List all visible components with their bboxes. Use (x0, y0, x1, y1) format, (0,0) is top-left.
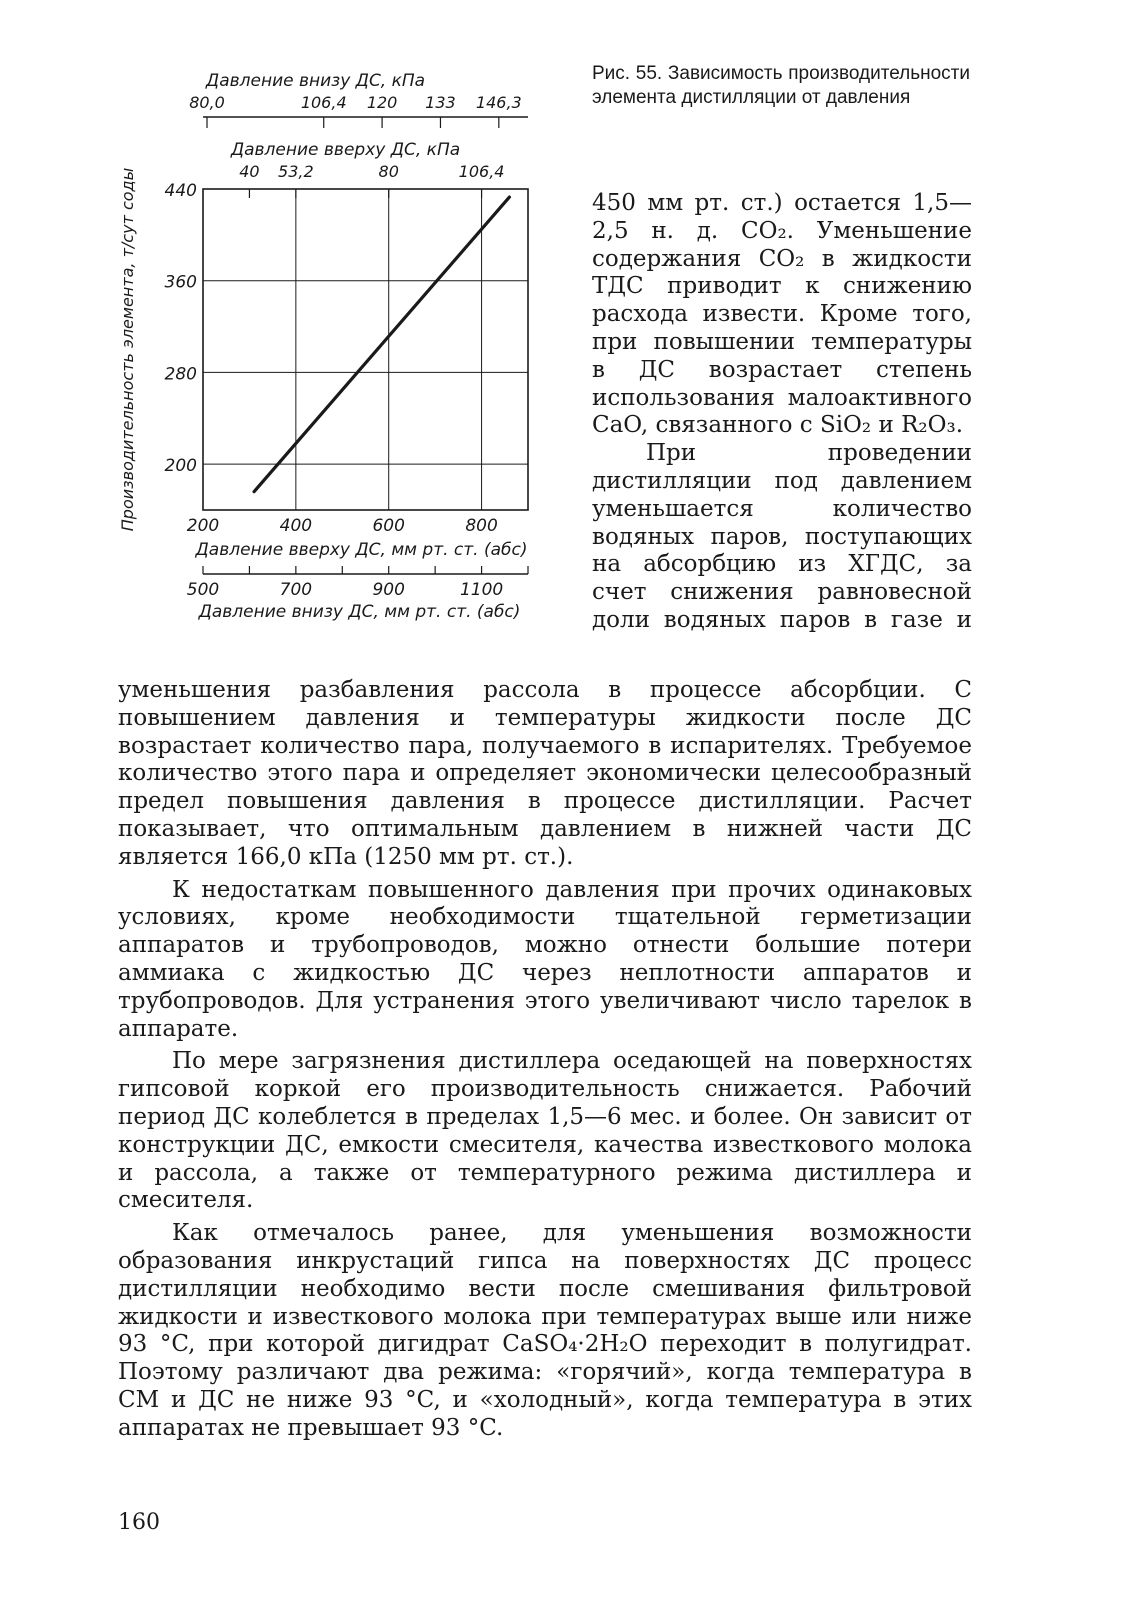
top-axis2-tick-label: 106,4 (300, 93, 347, 112)
y-tick-label: 360 (164, 272, 197, 293)
top-axis-tick-label: 40 (239, 162, 260, 181)
top-axis-label: Давление вверху ДС, кПа (230, 140, 461, 160)
x-tick-label: 800 (465, 516, 498, 536)
top-axis2-tick-label: 80,0 (189, 93, 225, 112)
plot-frame (203, 189, 528, 510)
main-text (118, 677, 972, 1443)
y-axis-label: Производительность элемента, т/сут соды (118, 167, 137, 532)
x-tick-label: 200 (186, 516, 220, 536)
y-tick-label: 280 (164, 364, 197, 385)
axis2-tick-label: 1100 (459, 580, 504, 600)
x-axis-label: Давление вверху ДС, мм рт. ст. (абс) (195, 540, 528, 560)
pressure-performance-chart (95, 55, 570, 655)
top-axis-tick-label: 106,4 (458, 162, 505, 181)
x-tick-label: 600 (372, 516, 405, 536)
top-axis2-tick-label: 133 (425, 93, 456, 112)
axis2-tick-label: 500 (186, 580, 220, 600)
figure-caption: Рис. 55. Зависимость производительности элемента дистилляции от давления (592, 63, 970, 108)
y-tick-label: 200 (164, 456, 197, 477)
axis2-tick-label: 700 (279, 580, 313, 600)
axis2-tick-label: 900 (372, 580, 405, 600)
y-tick-label: 440 (164, 181, 197, 201)
paragraph: 450 мм рт. ст.) остается 1,5—2,5 н. д. CO₂. Уменьшение содержания CO₂ в жидкости ТДС приводит к снижению расхода извести. Кроме того, при повышении температуры в ДС возрастает степень использования малоактивного CaO, связанного с SiO₂ и R₂O₃. (592, 190, 972, 439)
top-axis-tick-label: 53,2 (278, 162, 314, 181)
paragraph: Как отмечалось ранее, для уменьшения возможности образования инкрустаций гипса на поверхностях ДС процесс дистилляции необходимо вести после смешивания фильтровой жидкости и известкового молока при температурах выше или ниже 93 °C, при которой дигидрат CaSO₄·2H₂O переходит в полугидрат. Поэтому различают два режима: «горячий», когда температура в СМ и ДС не ниже 93 °C, и «холодный», когда температура в этих аппаратах не превышает 93 °C. (118, 1220, 972, 1441)
page-number: 160 (118, 1510, 160, 1535)
paragraph: уменьшения разбавления рассола в процессе абсорбции. С повышением давления и температуры жидкости после ДС возрастает количество пара, получаемого в испарителях. Требуемое количество этого пара и определяет экономически целесообразный предел повышения давления в процессе дистилляции. Расчет показывает, что оптимальным давлением в нижней части ДС является 166,0 кПа (1250 мм рт. ст.). (118, 677, 972, 870)
paragraph: По мере загрязнения дистиллера оседающей на поверхностях гипсовой коркой его производительность снижается. Рабочий период ДС колеблется в пределах 1,5—6 мес. и более. Он зависит от конструкции ДС, емкости смесителя, качества известкового молока и рассола, а также от температурного режима дистиллера и смесителя. (118, 1048, 972, 1214)
side-column-text (592, 190, 972, 635)
top-axis2-tick-label: 146,3 (475, 93, 522, 112)
top-axis2-label: Давление внизу ДС, кПа (205, 71, 426, 91)
axis2-label: Давление внизу ДС, мм рт. ст. (абс) (198, 602, 521, 622)
x-tick-label: 400 (279, 516, 313, 536)
paragraph: При проведении дистилляции под давлением уменьшается количество водяных паров, поступающих на абсорбцию из ХГДС, за счет снижения равновесной доли водяных паров в газе и (592, 440, 972, 633)
paragraph: К недостаткам повышенного давления при прочих одинаковых условиях, кроме необходимости тщательной герметизации аппаратов и трубопроводов, можно отнести большие потери аммиака с жидкостью ДС через неплотности аппаратов и трубопроводов. Для устранения этого увеличивают число тарелок в аппарате. (118, 876, 972, 1042)
series-line (254, 197, 509, 492)
top-axis2-tick-label: 120 (366, 93, 398, 112)
top-axis-tick-label: 80 (378, 162, 399, 181)
